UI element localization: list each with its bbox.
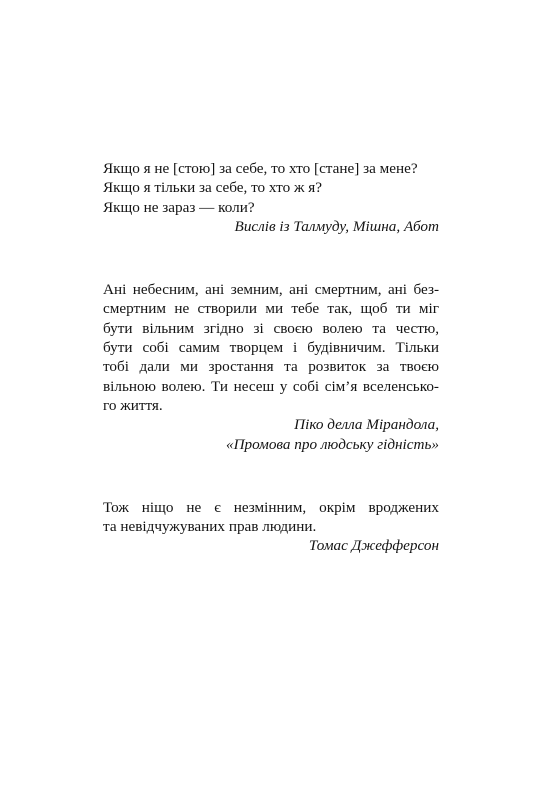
epigraph-line: смертним не створили ми тебе так, щоб ти міг: [103, 300, 439, 318]
epigraph-line: вільною волею. Ти несеш у собі сім’я вселенсько-: [103, 377, 439, 395]
book-page: [103, 159, 439, 556]
epigraph-line: Якщо я тільки за себе, то хто ж я?: [103, 179, 322, 197]
epigraph-line: Тож ніщо не є незмінним, окрім вроджених: [103, 498, 439, 516]
epigraph-attribution: Вислів із Талмуду, Мішна, Абот: [234, 217, 439, 235]
epigraph-line: та невідчужуваних прав людини.: [103, 518, 317, 536]
epigraph-jefferson: [103, 498, 439, 556]
epigraph-line: Якщо не зараз — коли?: [103, 198, 255, 216]
epigraph-line: Якщо я не [стою] за себе, то хто [стане] за мене?: [103, 160, 418, 177]
epigraph-line: Ані небесним, ані земним, ані смертним, ані без-: [103, 281, 439, 299]
epigraph-attribution-source: «Промова про людську гідність»: [225, 435, 439, 453]
epigraph-line: тобі дали ми зростання та розвиток за твоєю: [103, 358, 439, 376]
epigraph-line: бути собі самим творцем і будівничим. Тільки: [103, 339, 439, 357]
epigraph-attribution: Томас Джефферсон: [308, 537, 439, 555]
epigraph-line: го життя.: [103, 396, 163, 414]
epigraph-line: бути вільним згідно зі своєю волею та честю,: [103, 319, 439, 337]
epigraph-attribution: Піко делла Мірандола,: [294, 416, 439, 434]
epigraph-pico: [103, 280, 439, 454]
epigraph-talmud: [103, 159, 439, 236]
